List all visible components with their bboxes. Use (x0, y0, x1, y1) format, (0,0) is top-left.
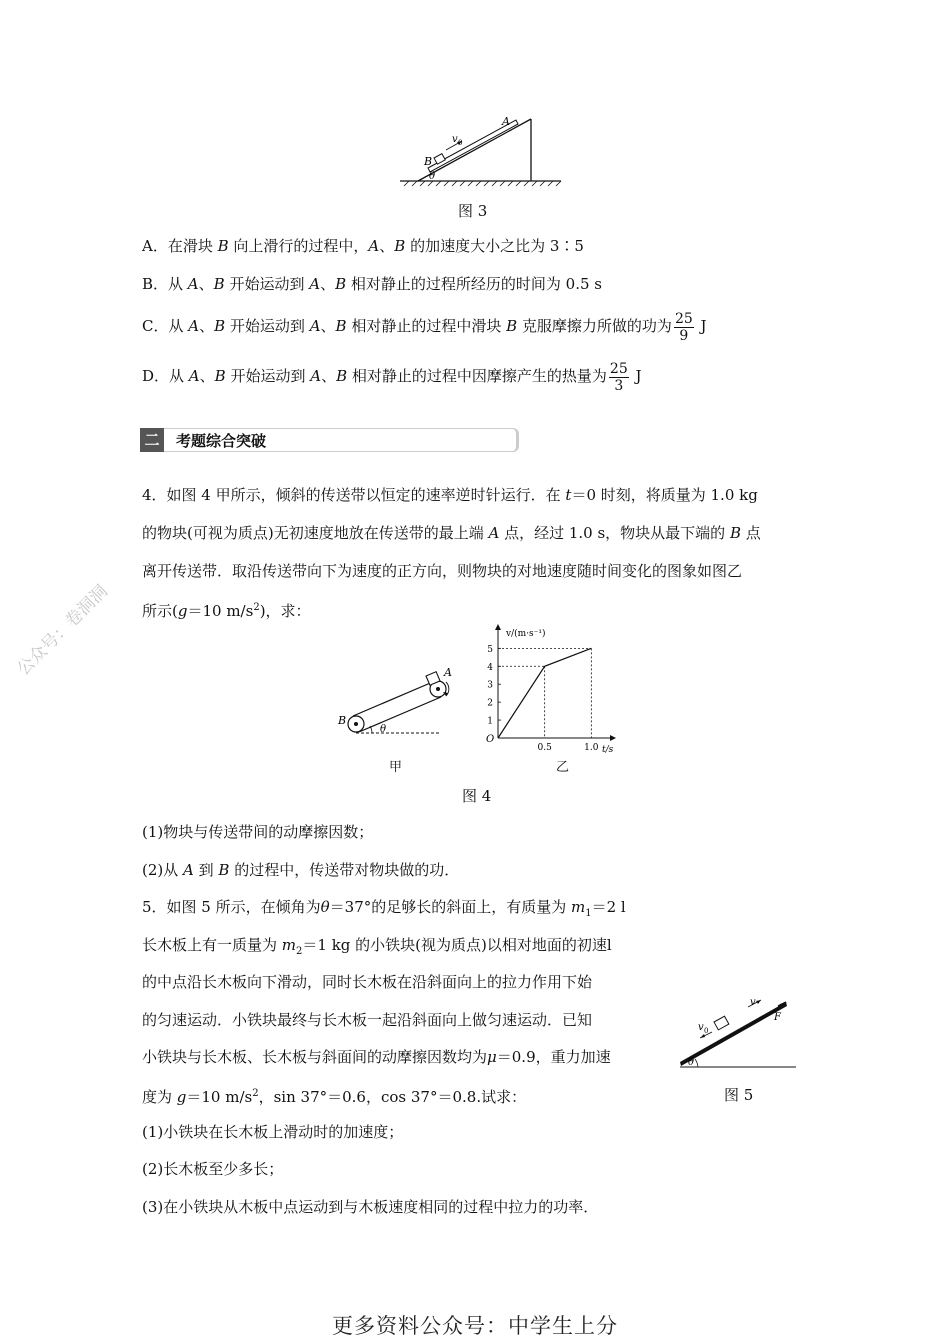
figure-4-right-caption: 乙 (556, 760, 570, 775)
fraction-25-9: $\frac{25}{9}$ (674, 310, 693, 344)
figure-5-incline-board-diagram (668, 996, 800, 1072)
q4-sub-2: (2)从 A 到 B 的过程中，传送带对物块做的功． (142, 861, 460, 879)
q5-line-4: 的匀速运动．小铁块最终与长木板一起沿斜面向上做匀速运动．已知 (142, 1011, 593, 1029)
fig5-label-v0: v (698, 1022, 704, 1033)
x-axis-label: t/s (602, 745, 614, 755)
x-tick-label: 0.5 (537, 743, 552, 753)
fig3-label-B: B (424, 155, 433, 168)
option-d: D．从 A、B 开始运动到 A、B 相对静止的过程中因摩擦产生的热量为 $\frac{25}{3}$ J (142, 360, 642, 394)
q5-sub-1: (1)小铁块在长木板上滑动时的加速度； (142, 1123, 404, 1141)
option-c: C．从 A、B 开始运动到 A、B 相对静止的过程中滑块 B 克服摩擦力所做的功为 $\frac{25}{9}$ J (142, 310, 707, 344)
section-number: 二 (140, 428, 164, 452)
fig5-label-theta: θ (688, 1057, 695, 1068)
q5-sub-3: (3)在小铁块从木板中点运动到与木板速度相同的过程中拉力的功率． (142, 1198, 599, 1216)
figure-3-incline-diagram (396, 112, 566, 188)
fig3-label-v0: v (452, 134, 458, 145)
fig3-label-v0-sub: 0 (458, 139, 463, 147)
fraction-25-3: $\frac{25}{3}$ (609, 360, 628, 394)
q4-line-3: 离开传送带．取沿传送带向下为速度的正方向，则物块的对地速度随时间变化的图象如图乙 (142, 562, 743, 580)
q5-line-3: 的中点沿长木板向下滑动，同时长木板在沿斜面向上的拉力作用下始 (142, 973, 593, 991)
q5-line-1: 5．如图 5 所示，在倾角为θ＝37°的足够长的斜面上，有质量为 $m_1=2$ l (142, 898, 626, 919)
q5-line-6: 度为 g＝10 $m/s^2$，sin 37°＝0.6，cos 37°＝0.8.试求： (142, 1088, 527, 1106)
footer-banner: 更多资料公众号：中学生上分 (332, 1314, 618, 1338)
q4-sub-1: (1)物块与传送带间的动摩擦因数； (142, 823, 374, 841)
figure-4-left-caption: 甲 (389, 760, 403, 775)
origin-label: O (486, 734, 495, 745)
fig5-label-F: F (774, 1012, 781, 1023)
q4-line-1: 4．如图 4 甲所示，倾斜的传送带以恒定的速率逆时针运行．在 t＝0 时刻，将质量为 1.0 kg (142, 486, 758, 504)
figure-5-caption: 图 5 (724, 1086, 754, 1104)
y-tick-label: 3 (487, 680, 493, 691)
option-b: B．从 A、B 开始运动到 A、B 相对静止的过程所经历的时间为 0.5 s (142, 275, 602, 293)
q5-line-2: 长木板上有一质量为 $m_2=1$ kg 的小铁块(视为质点)以相对地面的初速l (142, 936, 612, 957)
q4-line-2: 的物块(可视为质点)无初速度地放在传送带的最上端 A 点，经过 1.0 s，物块从最下端的 B 点 (142, 524, 761, 542)
y-axis-label: v/(m·s⁻¹) (506, 629, 546, 639)
y-tick-label: 4 (487, 662, 493, 673)
x-tick-label: 1.0 (584, 743, 599, 753)
q5-sub-2: (2)长木板至少多长； (142, 1160, 284, 1178)
watermark: 公众号：卷洞洞 (13, 581, 112, 680)
q4-line-4: 所示(g＝10 $m/s^2$)，求： (142, 602, 311, 620)
y-tick-label: 2 (487, 698, 493, 709)
figure-4-velocity-time-chart (478, 626, 618, 756)
velocity-series-line (498, 648, 591, 738)
y-axis-arrow (495, 624, 501, 630)
fig3-label-theta: θ (429, 171, 436, 182)
y-tick-label: 5 (487, 644, 493, 655)
section-title: 考题综合突破 (176, 432, 267, 450)
fig4-label-B: B (338, 714, 347, 727)
x-axis-arrow (610, 735, 616, 741)
figure-4-caption: 图 4 (462, 787, 492, 805)
figure-4-conveyor-diagram (330, 662, 450, 742)
option-a: A．在滑块 B 向上滑行的过程中，A、B 的加速度大小之比为 3∶5 (142, 237, 584, 255)
fig5-label-v0-sub: 0 (704, 1027, 709, 1035)
section-header (140, 428, 518, 452)
y-tick-label: 1 (487, 716, 493, 727)
fig3-label-A: A (502, 115, 510, 128)
q5-line-5: 小铁块与长木板、长木板与斜面间的动摩擦因数均为μ＝0.9，重力加速 (142, 1048, 611, 1066)
fig4-label-theta: θ (380, 724, 387, 735)
figure-3-caption: 图 3 (458, 202, 488, 220)
fig5-label-v: v (750, 997, 756, 1008)
fig4-label-A: A (444, 666, 452, 679)
